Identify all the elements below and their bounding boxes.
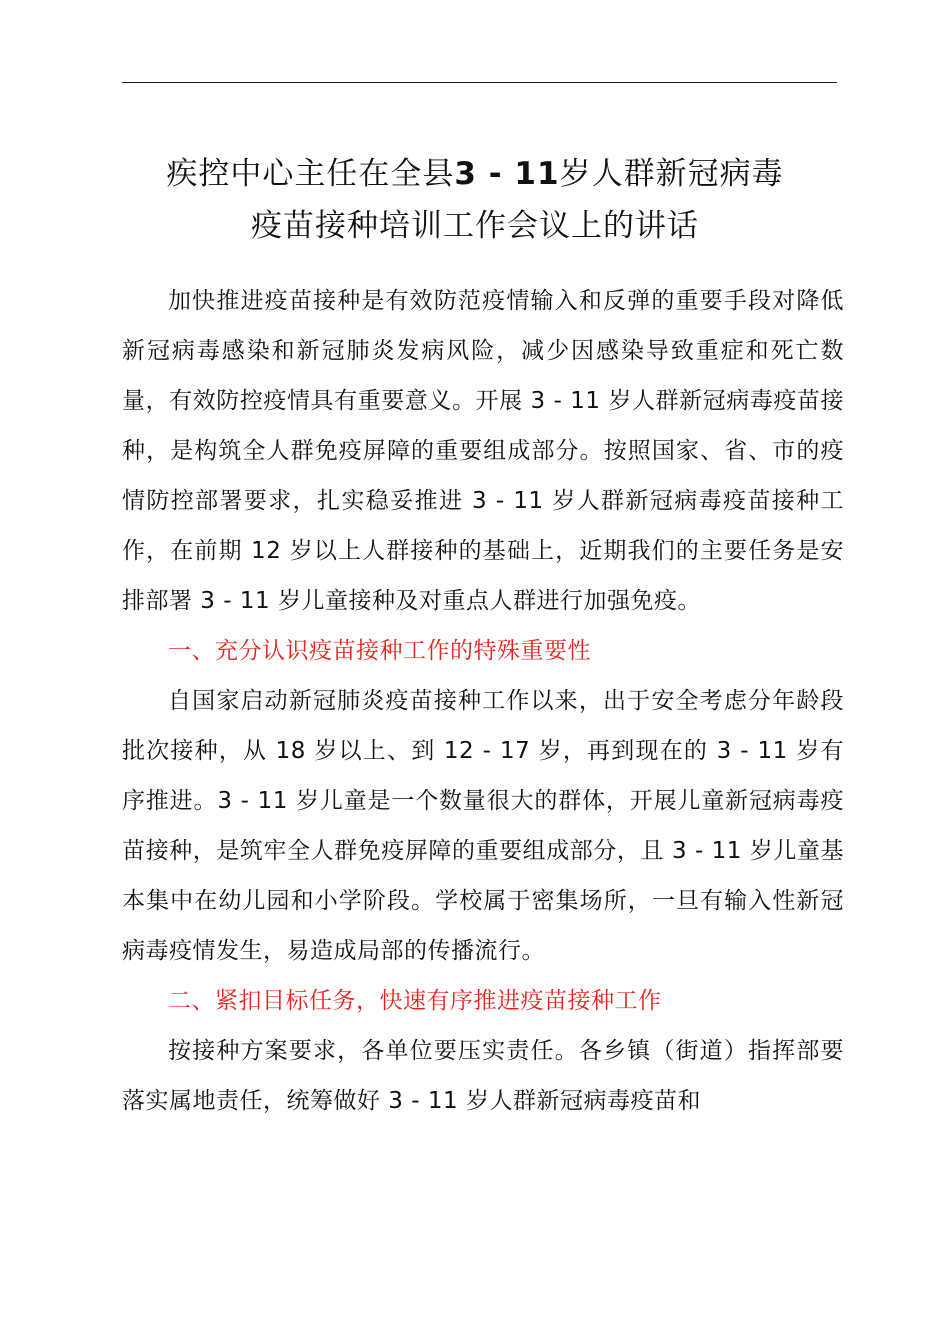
title-number: 3 - 11 [454,156,560,192]
title-line2: 疫苗接种培训工作会议上的讲话 [251,208,699,244]
document-title [100,148,850,252]
paragraph-section-1: 自国家启动新冠肺炎疫苗接种工作以来，出于安全考虑分年龄段批次接种，从 18 岁以上、到 12 - 17 岁，再到现在的 3 - 11 岁有序推进。3 - 11 岁儿童是一个数量很大的群体，开展儿童新冠病毒疫苗接种，是筑牢全人群免疫屏障的重要组成部分，且 3 - 11 岁儿童基本集中在幼儿园和小学阶段。学校属于密集场所，一旦有输入性新冠病毒疫情发生，易造成局部的传播流行。 [122,688,844,964]
paragraph-intro: 加快推进疫苗接种是有效防范疫情输入和反弹的重要手段对降低新冠病毒感染和新冠肺炎发病风险，减少因感染导致重症和死亡数量，有效防控疫情具有重要意义。开展 3 - 11 岁人群新冠病毒疫苗接种，是构筑全人群免疫屏障的重要组成部分。按照国家、省、市的疫情防控部署要求，扎实稳妥推进 3 - 11 岁人群新冠病毒疫苗接种工作，在前期 12 岁以上人群接种的基础上，近期我们的主要任务是安排部署 3 - 11 岁儿童接种及对重点人群进行加强免疫。 [122,288,844,614]
document-body [122,276,844,1126]
title-part1: 疾控中心主任在全县 [166,156,455,192]
header-rule [122,82,837,83]
title-part2: 岁人群新冠病毒 [559,156,784,192]
section-heading-2: 二、紧扣目标任务，快速有序推进疫苗接种工作 [168,988,662,1014]
section-heading-1: 一、充分认识疫苗接种工作的特殊重要性 [168,638,591,664]
paragraph-section-2: 按接种方案要求，各单位要压实责任。各乡镇（街道）指挥部要落实属地责任，统筹做好 3 - 11 岁人群新冠病毒疫苗和 [122,1038,844,1114]
